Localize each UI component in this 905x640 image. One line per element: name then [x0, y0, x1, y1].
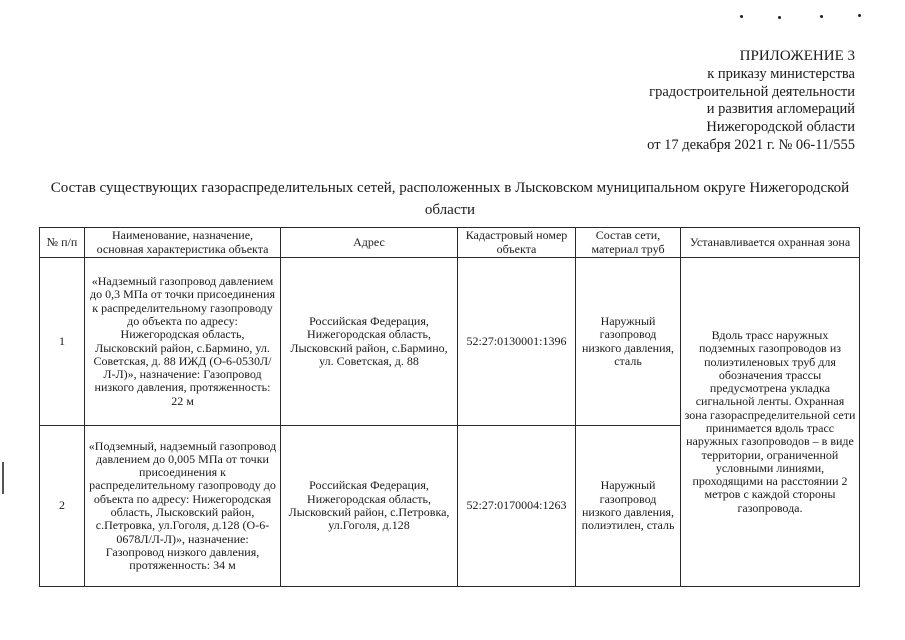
appendix-line: к приказу министерства [707, 65, 855, 82]
cell-num: 1 [40, 258, 85, 426]
appendix-title: ПРИЛОЖЕНИЕ 3 [739, 48, 855, 64]
cell-composition: Наружный газопровод низкого давления, полиэтилен, сталь [576, 426, 681, 587]
appendix-line: Нижегородской области [706, 119, 855, 136]
gas-networks-table [39, 227, 860, 587]
header-zone: Устанавливается охранная зона [681, 228, 860, 258]
cell-object-name: «Подземный, надземный газопровод давлением до 0,005 МПа от точки присоединения к распределительному газопроводу до объекта по адресу: Нижегородская область, Лысковский район, с.Петровка, ул.Гоголя, д.128 (О-6-0678Л/Л-Л)», назначение: Газопровод низкого давления, протяженность: 34 м [85, 426, 281, 587]
appendix-line: градостроительной деятельности [649, 83, 855, 100]
cell-address: Российская Федерация, Нижегородская область, Лысковский район, с.Бармино, ул. Советская, д. 88 [281, 258, 458, 426]
header-name: Наименование, назначение, основная характеристика объекта [85, 228, 281, 258]
cell-object-name: «Надземный газопровод давлением до 0,3 МПа от точки присоединения к распределительному газопроводу до объекта по адресу: Нижегородская область, Лысковский район, с.Бармино, ул. Советская, д. 88 ИЖД (О-6-0530Л/Л-Л)», назначение: Газопровод низкого давления, протяженность: 22 м [85, 258, 281, 426]
document-title: Состав существующих газораспределительных сетей, расположенных в Лысковском муниципальном округе Нижегородской области [50, 180, 850, 218]
cell-address: Российская Федерация, Нижегородская область, Лысковский район, с.Петровка, ул.Гоголя, д.128 [281, 426, 458, 587]
appendix-header [647, 48, 855, 155]
cell-cadastral: 52:27:0130001:1396 [458, 258, 576, 426]
cell-cadastral: 52:27:0170004:1263 [458, 426, 576, 587]
cell-composition: Наружный газопровод низкого давления, сталь [576, 258, 681, 426]
cell-protection-zone: Вдоль трасс наружных подземных газопроводов из полиэтиленовых труб для обозначения трассы предусмотрена укладка сигнальной ленты. Охранная зона газораспределительной сети принимается вдоль трасс наружных газопроводов – в виде территории, ограниченной условными линиями, проходящими на расстоянии 2 метров с каждой стороны газопровода. [681, 258, 860, 587]
header-address: Адрес [281, 228, 458, 258]
header-num: № п/п [40, 228, 85, 258]
header-composition: Состав сети, материал труб [576, 228, 681, 258]
table-header-row [40, 228, 860, 258]
scan-edge-mark [2, 462, 4, 494]
scan-artifact-dots [736, 9, 866, 21]
table-row [40, 258, 860, 426]
cell-num: 2 [40, 426, 85, 587]
appendix-line: от 17 декабря 2021 г. № 06-11/555 [647, 136, 855, 153]
appendix-line: и развития агломераций [706, 101, 855, 118]
header-cadastral: Кадастровый номер объекта [458, 228, 576, 258]
